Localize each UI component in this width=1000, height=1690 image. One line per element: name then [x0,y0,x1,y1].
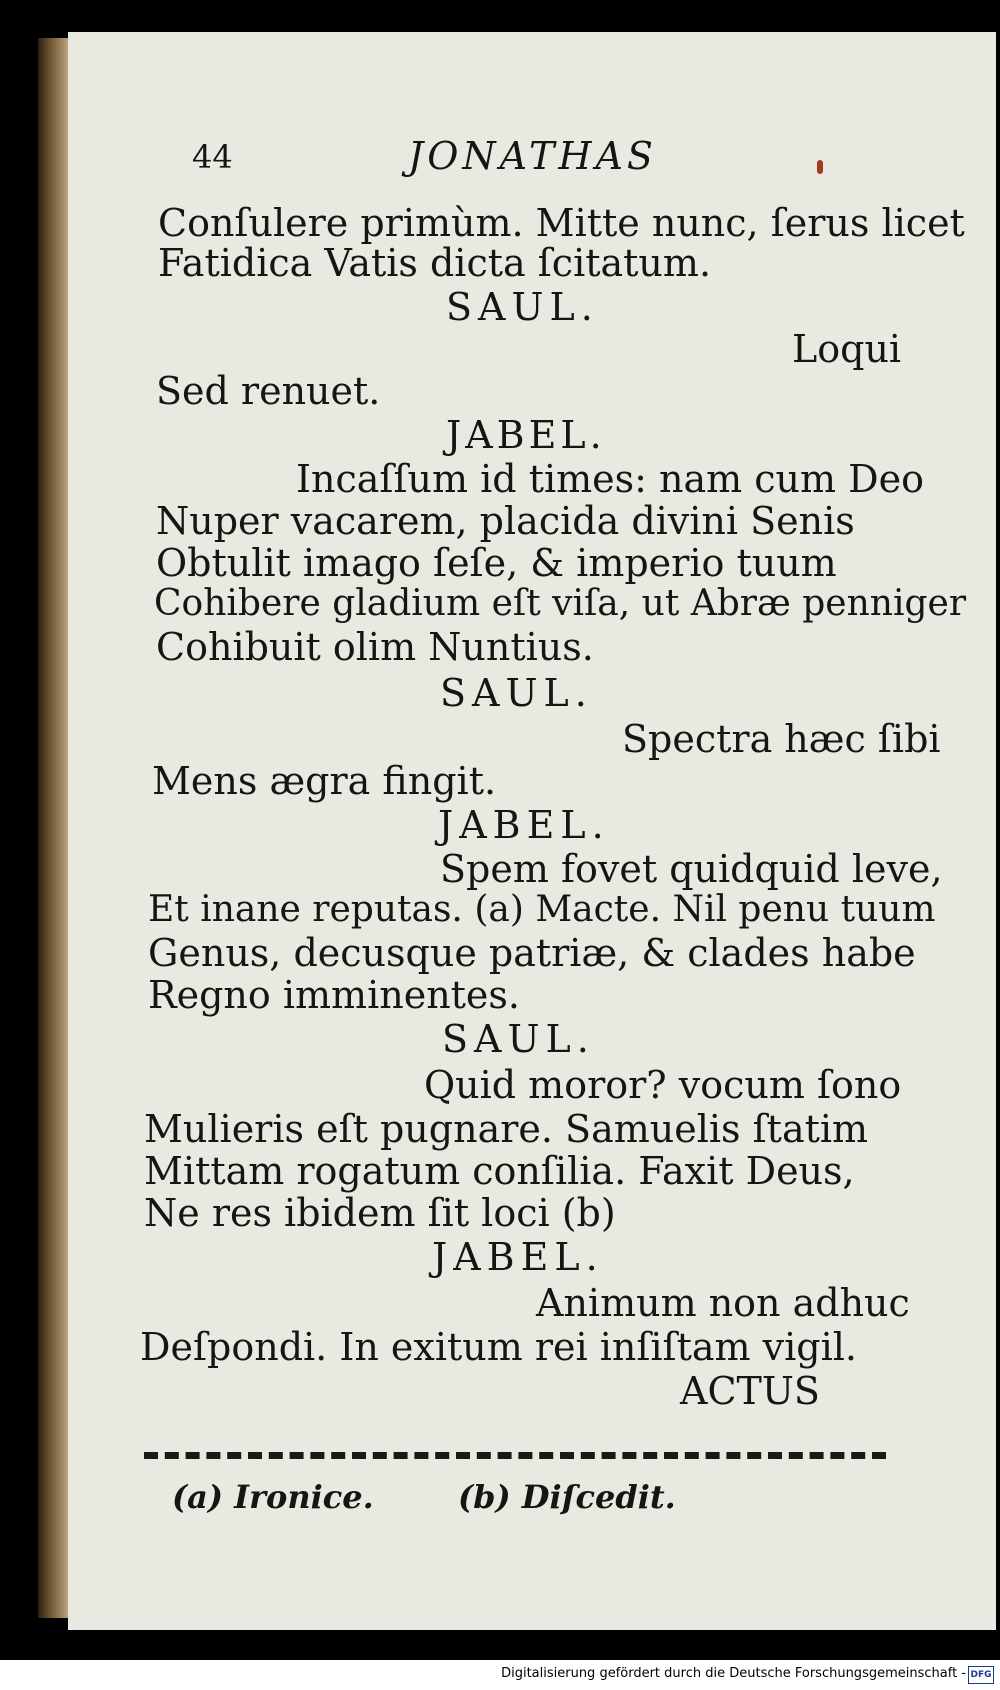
speaker-heading: JABEL. [432,1235,604,1279]
footnote-rule [144,1452,886,1459]
text-line: Incaſſum id times: nam cum Deo [296,457,924,501]
footer-credit: Digitalisierung gefördert durch die Deutsche Forschungsgemeinschaft - [501,1666,966,1681]
text-line: Animum non adhuc [536,1281,910,1325]
speaker-heading: JABEL. [438,803,610,847]
running-title: JONATHAS [408,134,657,178]
text-line: Conſulere primùm. Mitte nunc, ſerus licet [158,201,965,245]
text-line: Regno imminentes. [148,973,521,1017]
footnote-b: (b) Diſcedit. [458,1478,676,1516]
text-line: Fatidica Vatis dicta ſcitatum. [158,241,712,285]
dfg-logo-icon: DFG [968,1666,994,1684]
text-line: Et inane reputas. (a) Macte. Nil penu tuum [148,889,936,930]
speaker-heading: SAUL. [440,671,593,715]
ink-mark [817,160,823,174]
text-line: Cohibere gladium eſt viſa, ut Abræ penniger [154,583,967,624]
speaker-heading: SAUL. [446,285,599,329]
text-line: Quid moror? vocum ſono [424,1063,902,1107]
text-line: Loqui [792,327,902,371]
text-line: Spectra hæc ſibi [622,717,941,761]
page-number: 44 [192,138,233,176]
text-line: Mittam rogatum conſilia. Faxit Deus, [144,1149,855,1193]
catchword: ACTUS [680,1369,820,1413]
text-line: Ne res ibidem ſit loci (b) [144,1191,616,1235]
text-line: Spem fovet quidquid leve, [440,847,943,891]
text-line: Mulieris eſt pugnare. Samuelis ſtatim [144,1107,869,1151]
text-line: Deſpondi. In exitum rei inſiſtam vigil. [140,1325,857,1369]
text-line: Mens ægra fingit. [152,759,497,803]
text-line: Nuper vacarem, placida divini Senis [156,499,855,543]
text-line: Obtulit imago ſeſe, & imperio tuum [156,541,837,585]
text-line: Sed renuet. [156,369,381,413]
book-spine [38,38,72,1618]
footnote-a: (a) Ironice. [172,1478,374,1516]
speaker-heading: SAUL. [442,1017,595,1061]
digitization-footer [0,1660,1000,1690]
text-line: Genus, decusque patriæ, & clades habe [148,931,916,975]
text-line: Cohibuit olim Nuntius. [156,625,594,669]
speaker-heading: JABEL. [446,413,606,457]
